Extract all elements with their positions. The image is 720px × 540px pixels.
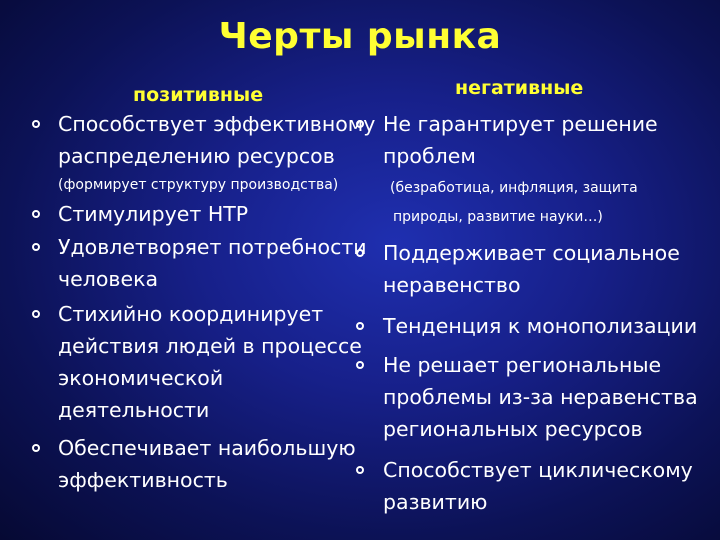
bullet-icon [32, 210, 40, 218]
bullet-icon [356, 466, 364, 474]
positive-heading: позитивные [133, 84, 264, 106]
item-line: Обеспечивает наибольшую [58, 436, 356, 460]
negative-note-line-1: (безработица, инфляция, защита [390, 180, 638, 196]
item-line: Удовлетворяет потребности [58, 235, 367, 259]
positive-item-2 [58, 198, 248, 230]
item-line: эффективность [58, 468, 228, 492]
negative-item-4 [383, 349, 698, 445]
item-line: человека [58, 267, 159, 291]
item-line: Способствует циклическому [383, 458, 693, 482]
item-line: Стимулирует НТР [58, 202, 249, 226]
item-line: Тенденция к монополизации [383, 314, 698, 338]
positive-item-4 [58, 298, 362, 426]
bullet-icon [356, 322, 364, 330]
negative-heading: негативные [455, 77, 584, 99]
item-line: проблем [383, 144, 476, 168]
bullet-icon [356, 249, 364, 257]
item-line: Стихийно координирует [58, 302, 324, 326]
item-line: Поддерживает социальное [383, 241, 680, 265]
item-line: региональных ресурсов [383, 417, 643, 441]
bullet-icon [32, 310, 40, 318]
item-line: деятельности [58, 398, 210, 422]
negative-item-5 [383, 454, 693, 518]
item-line: действия людей в процессе [58, 334, 362, 358]
negative-item-3 [383, 310, 697, 342]
item-line: распределению ресурсов [58, 144, 335, 168]
item-line: проблемы из-за неравенства [383, 385, 698, 409]
bullet-icon [32, 120, 40, 128]
item-line: Не гарантирует решение [383, 112, 658, 136]
negative-item-2 [383, 237, 680, 301]
bullet-icon [32, 444, 40, 452]
item-line: Не решает региональные [383, 353, 662, 377]
item-line: экономической [58, 366, 224, 390]
slide-title: Черты рынка [218, 16, 502, 57]
bullet-icon [356, 361, 364, 369]
item-line: Способствует эффективному [58, 112, 376, 136]
item-line: развитию [383, 490, 488, 514]
bullet-icon [356, 120, 364, 128]
positive-item-1 [58, 108, 375, 172]
positive-note: (формирует структуру производства) [58, 177, 339, 193]
bullet-icon [32, 243, 40, 251]
positive-item-3 [58, 231, 367, 295]
item-line: неравенство [383, 273, 521, 297]
negative-item-1 [383, 108, 658, 172]
negative-note-line-2: природы, развитие науки…) [393, 209, 603, 225]
positive-item-5 [58, 432, 356, 496]
